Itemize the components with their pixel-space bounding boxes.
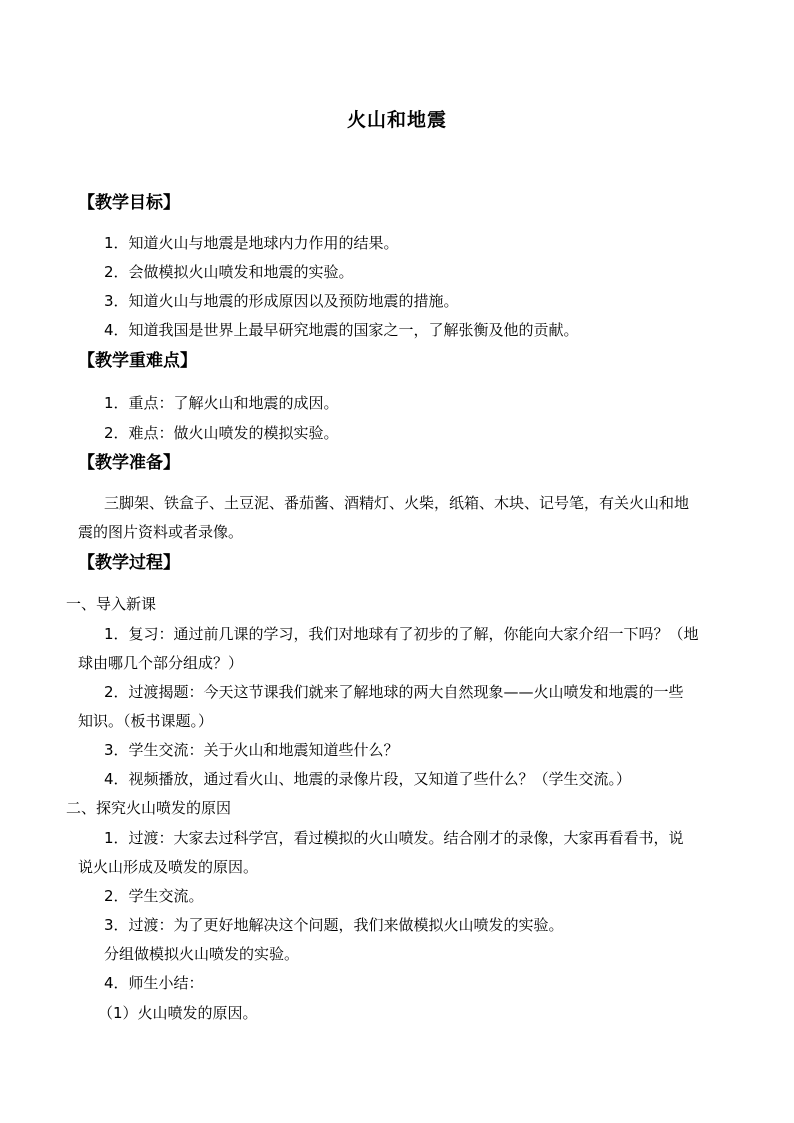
- goal-item-4: 4．知道我国是世界上最早研究地震的国家之一，了解张衡及他的贡献。: [104, 321, 579, 339]
- goal-item-3: 3．知道火山与地震的形成原因以及预防地震的措施。: [104, 292, 459, 310]
- preparation-line-2: 震的图片资料或者录像。: [78, 523, 244, 541]
- process-line: 3．学生交流：关于火山和地震知道些什么？: [104, 741, 399, 759]
- key-point-item-2: 2．难点：做火山喷发的模拟实验。: [104, 424, 339, 442]
- process-line: 2．学生交流。: [104, 887, 204, 905]
- process-line: 2．过渡揭题：今天这节课我们就来了解地球的两大自然现象——火山喷发和地震的一些: [104, 683, 684, 701]
- section-heading-key-points: 【教学重难点】: [78, 351, 197, 371]
- process-line: 3．过渡：为了更好地解决这个问题，我们来做模拟火山喷发的实验。: [104, 916, 564, 934]
- process-line: 1．过渡：大家去过科学宫，看过模拟的火山喷发。结合刚才的录像，大家再看看书，说: [104, 829, 684, 847]
- process-line: 4．师生小结：: [104, 974, 204, 992]
- process-line: 说火山形成及喷发的原因。: [78, 858, 259, 876]
- page-title: 火山和地震: [346, 109, 447, 131]
- goal-item-1: 1．知道火山与地震是地球内力作用的结果。: [104, 234, 399, 252]
- process-line: 4．视频播放，通过看火山、地震的录像片段，又知道了些什么？（学生交流。）: [104, 770, 632, 788]
- section-heading-preparation: 【教学准备】: [78, 453, 180, 473]
- goal-item-2: 2．会做模拟火山喷发和地震的实验。: [104, 263, 354, 281]
- process-subheading-intro: 一、导入新课: [66, 595, 157, 613]
- preparation-line-1: 三脚架、铁盒子、土豆泥、番茄酱、酒精灯、火柴，纸箱、木块、记号笔，有关火山和地: [104, 494, 690, 512]
- process-line: 知识。（板书课题。）: [78, 712, 214, 730]
- process-line: 球由哪几个部分组成？）: [78, 654, 244, 672]
- section-heading-goals: 【教学目标】: [78, 193, 180, 213]
- process-line: 1．复习：通过前几课的学习，我们对地球有了初步的了解，你能向大家介绍一下吗？（地: [104, 625, 699, 643]
- key-point-item-1: 1．重点：了解火山和地震的成因。: [104, 394, 339, 412]
- process-subheading-explore: 二、探究火山喷发的原因: [66, 799, 232, 817]
- section-heading-process: 【教学过程】: [78, 553, 180, 573]
- process-line: 分组做模拟火山喷发的实验。: [104, 945, 300, 963]
- process-line: （1）火山喷发的原因。: [98, 1004, 258, 1022]
